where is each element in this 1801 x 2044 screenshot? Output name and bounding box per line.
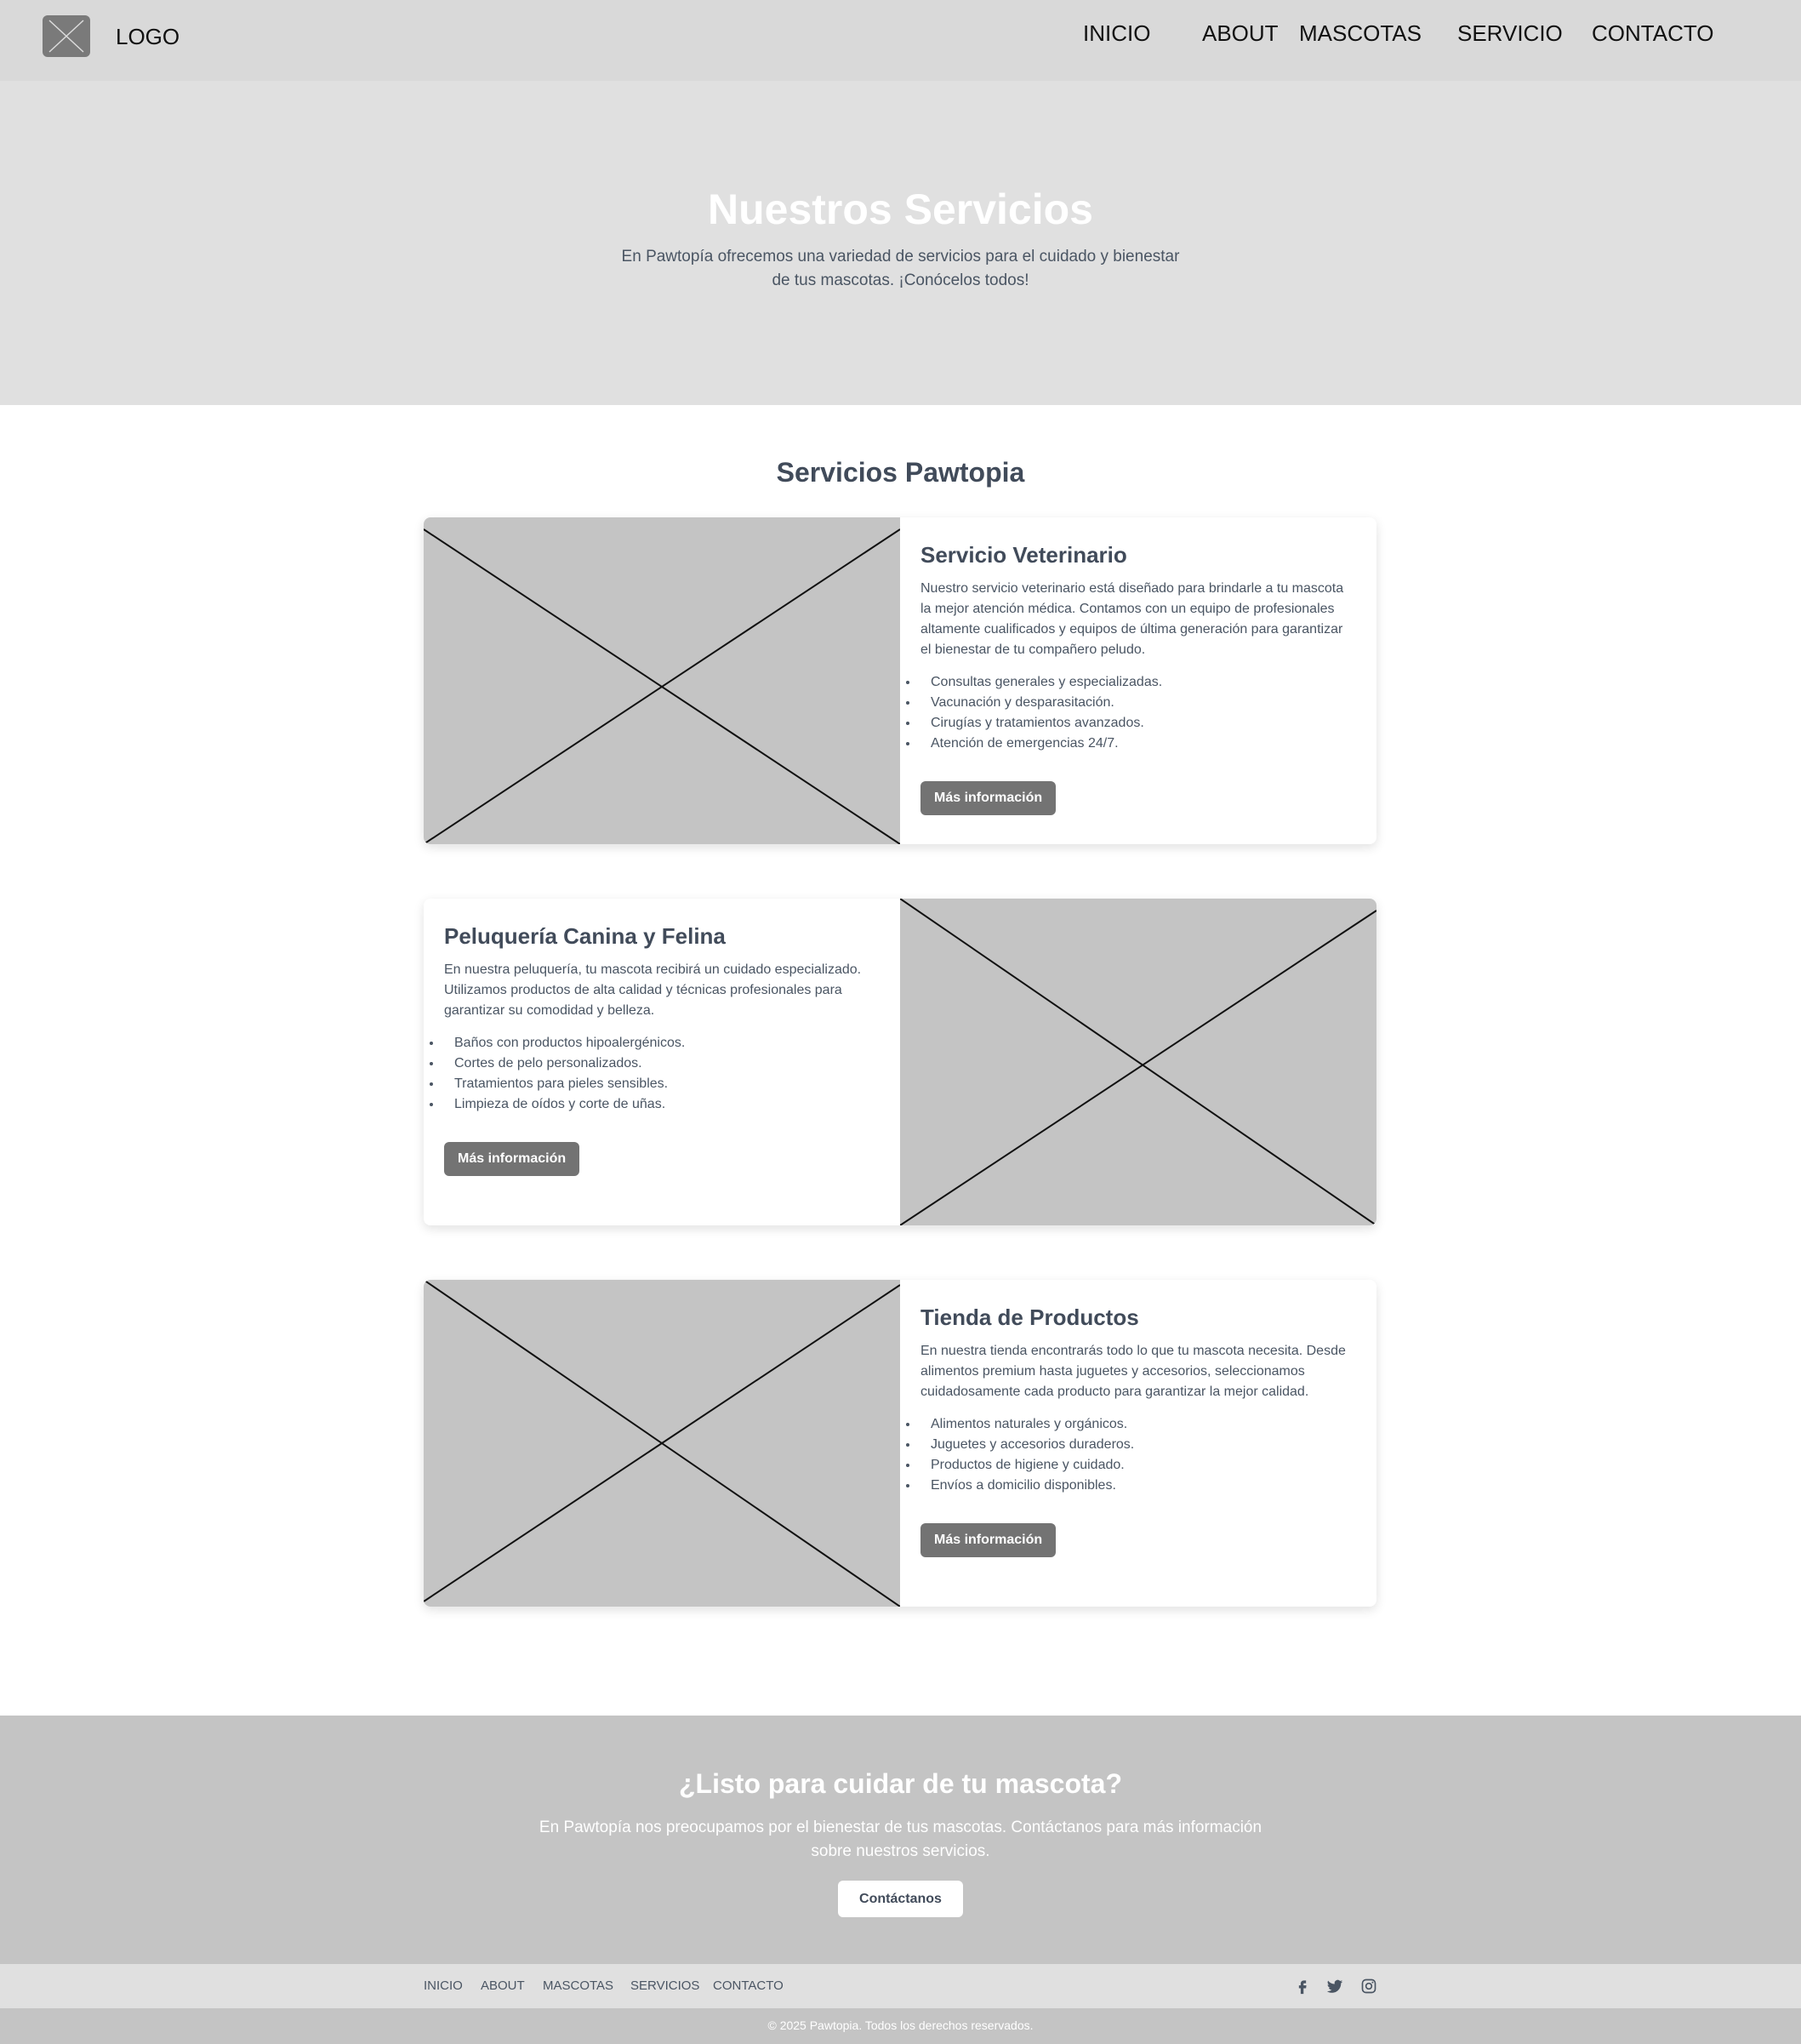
hero-subtitle: En Pawtopía ofrecemos una variedad de servicios para el cuidado y bienestar de tus mascotas. ¡Conócelos todos!	[621, 248, 1180, 289]
list-item: • Alimentos naturales y orgánicos.	[919, 1414, 1356, 1435]
footer-nav	[0, 1964, 1801, 2008]
card-description: Nuestro servicio veterinario está diseñado para brindarle a tu mascota la mejor atención médica. Contamos con un equipo de profesionales altamente cualificados y equipos de última generación para garantizar el bienestar de tu compañero peludo.	[920, 581, 1344, 657]
card-description: En nuestra peluquería, tu mascota recibirá un cuidado especializado. Utilizamos productos de alta calidad y técnicas profesionales para garantizar su comodidad y belleza.	[444, 962, 862, 1018]
more-info-button[interactable]: Más información	[444, 1142, 579, 1176]
card-title: Servicio Veterinario	[920, 542, 1127, 568]
facebook-icon[interactable]	[1294, 1978, 1311, 1995]
image-placeholder	[424, 1280, 900, 1607]
image-placeholder	[424, 517, 900, 844]
card-body	[424, 899, 900, 1225]
list-item: • Atención de emergencias 24/7.	[919, 734, 1356, 754]
card-title: Peluquería Canina y Felina	[444, 923, 726, 949]
footer-link-contacto[interactable]: CONTACTO	[713, 1978, 784, 1993]
footer-link-mascotas[interactable]: MASCOTAS	[543, 1978, 614, 1993]
more-info-button[interactable]: Más información	[920, 781, 1056, 815]
list-item: • Consultas generales y especializadas.	[919, 672, 1356, 693]
footer-link-about[interactable]: ABOUT	[481, 1978, 525, 1993]
image-placeholder	[900, 899, 1376, 1225]
more-info-button[interactable]: Más información	[920, 1523, 1056, 1557]
logo-text[interactable]: LOGO	[116, 24, 180, 49]
list-item: • Tratamientos para pieles sensibles.	[442, 1074, 880, 1094]
feature-list	[424, 1033, 880, 1115]
card-body	[900, 1280, 1376, 1607]
footer-link-servicios[interactable]: SERVICIOS	[630, 1978, 700, 1993]
list-item: • Cortes de pelo personalizados.	[442, 1053, 880, 1074]
list-item: • Limpieza de oídos y corte de uñas.	[442, 1094, 880, 1115]
card-title: Tienda de Productos	[920, 1305, 1139, 1330]
nav-link-servicio[interactable]: SERVICIO	[1457, 20, 1563, 46]
nav-link-about[interactable]: ABOUT	[1202, 20, 1279, 46]
card-description: En nuestra tienda encontrarás todo lo que tu mascota necesita. Desde alimentos premium hasta juguetes y accesorios, seleccionamos cuidadosamente cada producto para garantizar la mejor calidad.	[920, 1344, 1346, 1399]
list-item: • Envíos a domicilio disponibles.	[919, 1476, 1356, 1496]
list-item: • Vacunación y desparasitación.	[919, 693, 1356, 713]
contact-button[interactable]: Contáctanos	[838, 1881, 963, 1917]
hero-section	[0, 81, 1801, 405]
card-body	[900, 517, 1376, 844]
services-title: Servicios Pawtopia	[776, 457, 1025, 488]
logo-placeholder-icon[interactable]	[43, 15, 90, 57]
list-item: • Productos de higiene y cuidado.	[919, 1455, 1356, 1476]
cta-section	[0, 1716, 1801, 1964]
feature-list	[900, 1414, 1356, 1496]
nav-link-inicio[interactable]: INICIO	[1083, 20, 1151, 46]
cta-title: ¿Listo para cuidar de tu mascota?	[679, 1768, 1122, 1799]
service-card-tienda	[424, 1280, 1376, 1607]
nav-link-contacto[interactable]: CONTACTO	[1592, 20, 1714, 46]
twitter-icon[interactable]	[1326, 1978, 1343, 1995]
footer-link-inicio[interactable]: INICIO	[424, 1978, 463, 1993]
hero-title: Nuestros Servicios	[708, 186, 1093, 233]
copyright-text: © 2025 Pawtopia. Todos los derechos reservados.	[767, 2018, 1034, 2032]
cta-text: En Pawtopía nos preocupamos por el bienestar de tus mascotas. Contáctanos para más información sobre nuestros servicios.	[539, 1818, 1262, 1860]
service-card-veterinario	[424, 517, 1376, 844]
instagram-icon[interactable]	[1360, 1978, 1377, 1995]
nav-link-mascotas[interactable]: MASCOTAS	[1299, 20, 1422, 46]
feature-list	[900, 672, 1356, 754]
footer-bottom	[0, 2008, 1801, 2044]
list-item: • Baños con productos hipoalergénicos.	[442, 1033, 880, 1053]
navbar	[0, 0, 1801, 81]
service-card-peluqueria	[424, 899, 1376, 1225]
list-item: • Cirugías y tratamientos avanzados.	[919, 713, 1356, 734]
list-item: • Juguetes y accesorios duraderos.	[919, 1435, 1356, 1455]
